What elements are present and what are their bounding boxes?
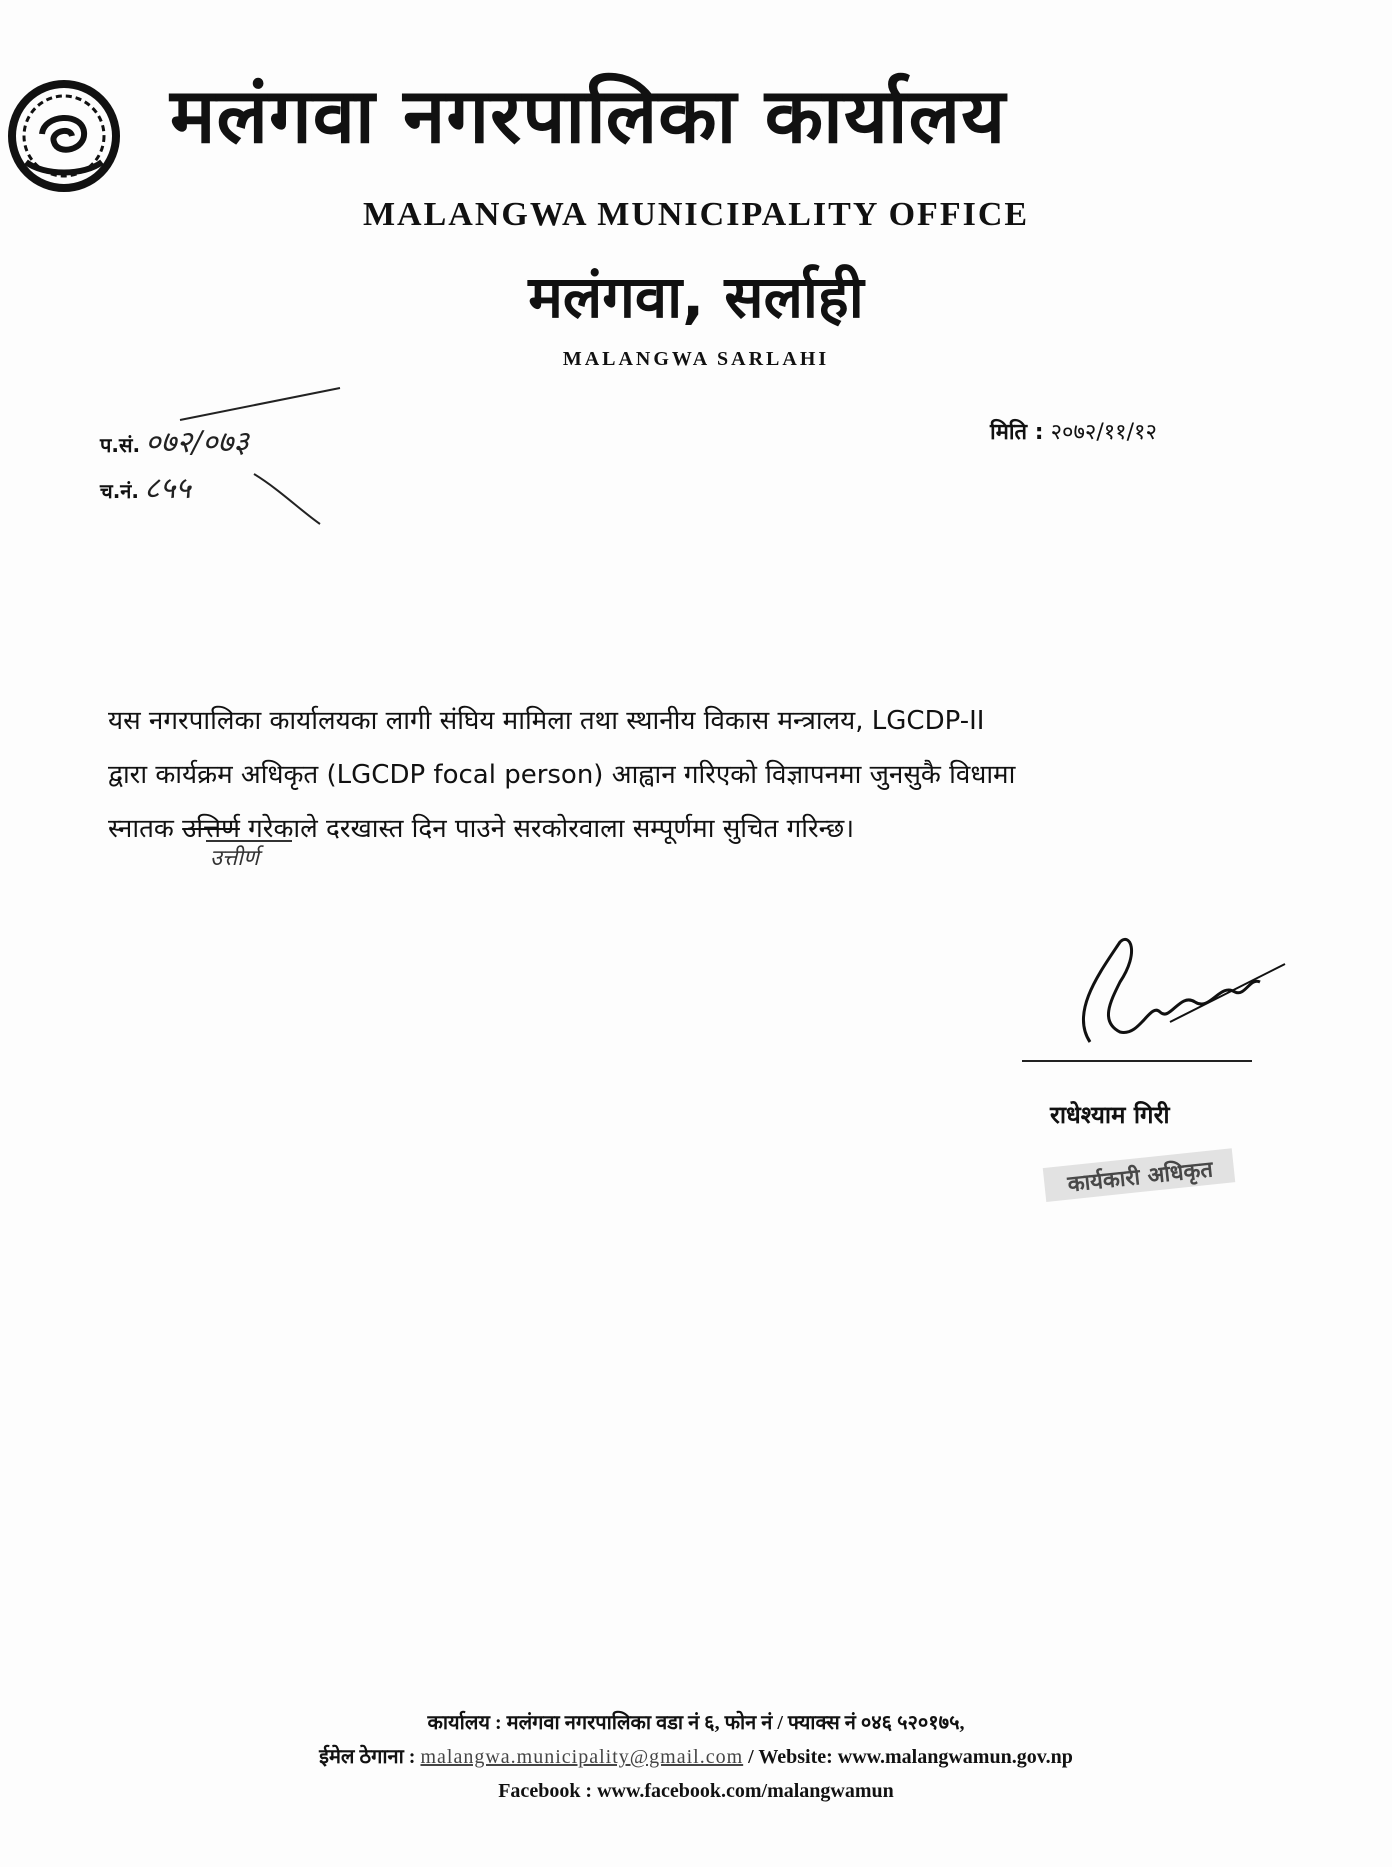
strike-mark	[170, 380, 350, 430]
hand-stroke	[250, 470, 330, 530]
website-link[interactable]: www.malangwamun.gov.np	[837, 1746, 1073, 1768]
body-line: द्वारा कार्यक्रम अधिकृत (LGCDP focal person) आह्वान गरिएको विज्ञापनमा जुनसुकै विधामा	[108, 760, 1016, 790]
body-text-segment: गरेकाले दरखास्त दिन पाउने सरकोरवाला सम्पूर्णमा सुचित गरिन्छ।	[239, 814, 855, 844]
letter-date	[990, 416, 1157, 446]
facebook-label: Facebook :	[498, 1780, 593, 1802]
footer-address: कार्यालय : मलंगवा नगरपालिका वडा नं ६, फोन नं / फ्याक्स नं ०४६ ५२०१७५,	[427, 1712, 965, 1734]
signatory-name: राधेश्याम गिरी	[1050, 1101, 1170, 1129]
struck-word: उत्तिर्ण	[182, 814, 240, 844]
city-name-english: MALANGWA SARLAHI	[562, 348, 830, 370]
municipality-seal-icon	[4, 76, 124, 196]
body-line: यस नगरपालिका कार्यालयका लागी संघिय मामिला तथा स्थानीय विकास मन्त्रालय, LGCDP-II	[108, 706, 985, 736]
website-label: / Website:	[748, 1746, 833, 1768]
footer-facebook	[0, 1774, 1392, 1808]
chalani-number	[100, 466, 191, 507]
email-label: ईमेल ठेगाना :	[319, 1746, 416, 1768]
letter-footer	[0, 1706, 1392, 1808]
signature-icon	[1060, 922, 1290, 1062]
patra-value: ०७२/०७३	[145, 425, 249, 460]
handwritten-correction: उत्तीर्ण	[210, 846, 259, 871]
email-link[interactable]: malangwa.municipality@gmail.com	[420, 1746, 744, 1768]
office-title-english: MALANGWA MUNICIPALITY OFFICE	[362, 196, 1030, 233]
footer-contact	[0, 1740, 1392, 1774]
designation-stamp	[1040, 1140, 1240, 1210]
letter-body	[108, 694, 1304, 856]
signature-line	[1022, 1060, 1252, 1062]
patra-label: प.सं.	[100, 433, 141, 457]
chalani-label: च.नं.	[100, 479, 139, 503]
body-text-segment: स्नातक	[108, 814, 183, 844]
chalani-value: ८५५	[144, 471, 191, 506]
date-value: २०७२/११/१२	[1050, 420, 1157, 445]
date-label: मिति :	[990, 420, 1044, 445]
body-line	[108, 802, 1304, 856]
office-title-nepali: मलंगवा नगरपालिका कार्यालय	[170, 71, 1007, 160]
facebook-link[interactable]: www.facebook.com/malangwamun	[597, 1780, 894, 1802]
stamp-text: कार्यकारी अधिकृत	[1066, 1157, 1215, 1198]
city-name-nepali: मलंगवा, सर्लाही	[528, 263, 864, 331]
